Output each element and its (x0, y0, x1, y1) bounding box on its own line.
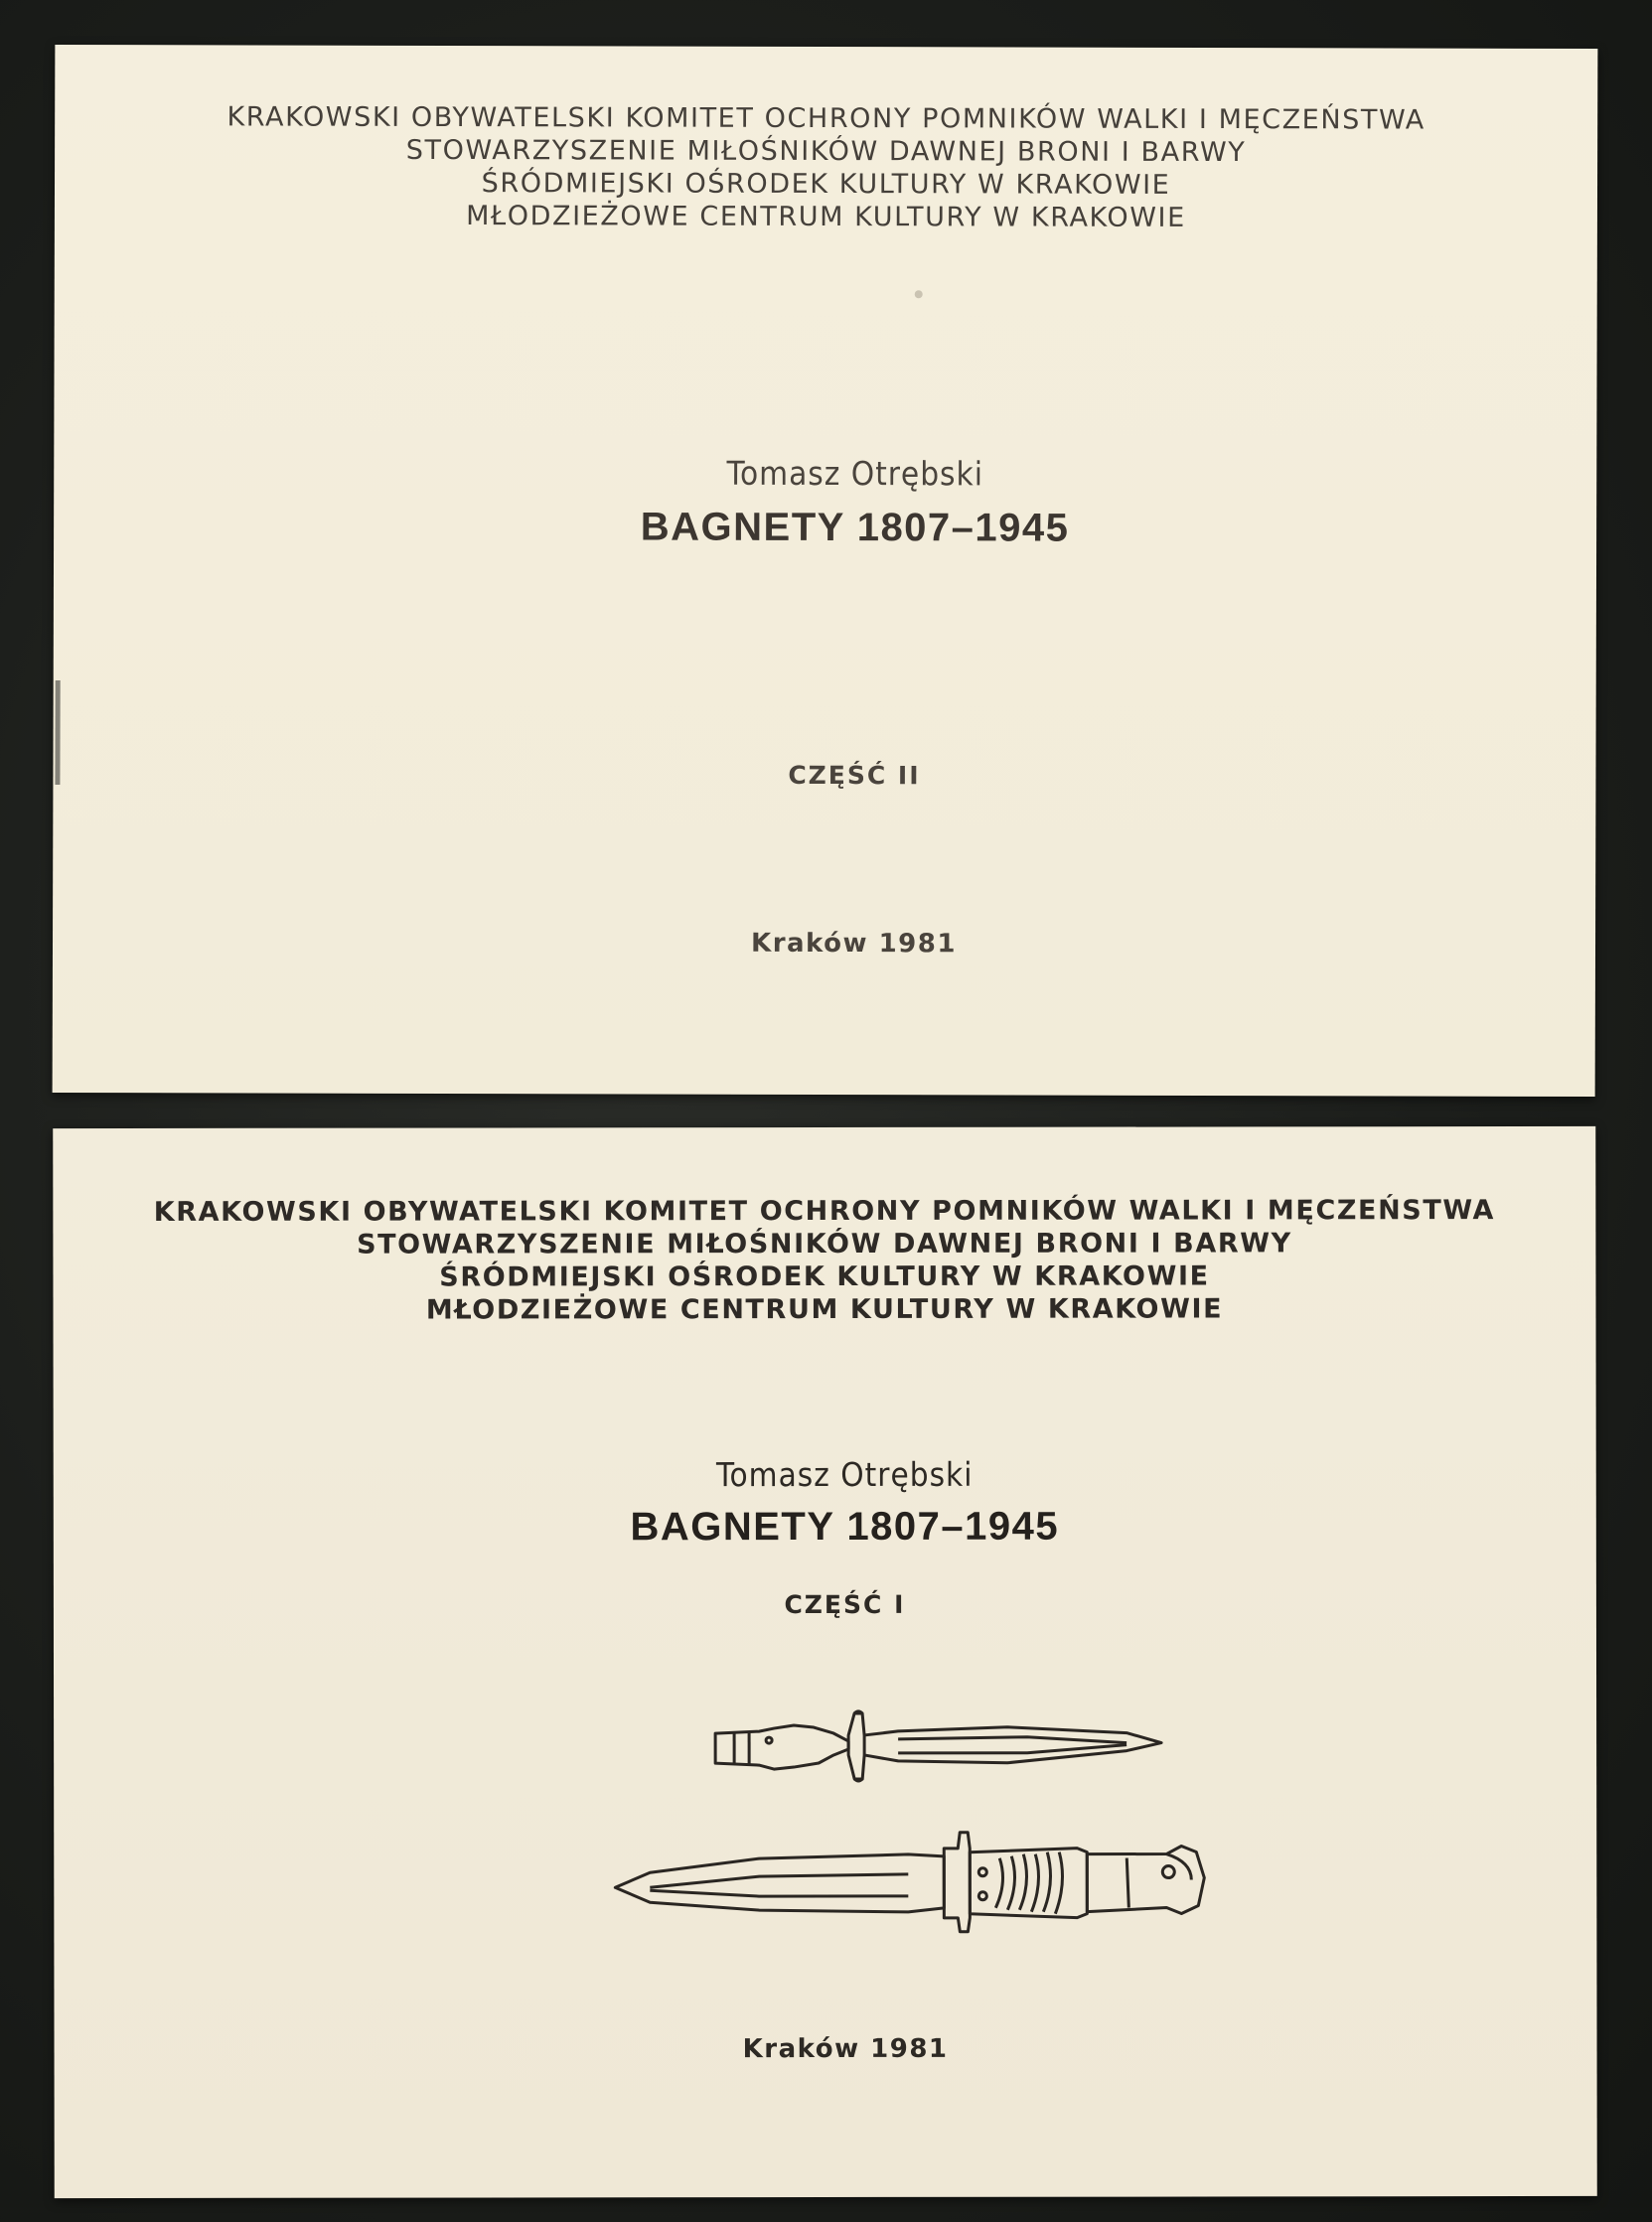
header-line-2: STOWARZYSZENIE MIŁOŚNIKÓW DAWNEJ BRONI I BARWY (405, 134, 1247, 169)
header-line-4: MŁODZIEŻOWE CENTRUM KULTURY W KRAKOWIE (466, 201, 1186, 233)
bayonet-upper (715, 1711, 1161, 1782)
part-label: CZĘŚĆ I (784, 1589, 906, 1620)
author-name: Tomasz Otrębski (726, 453, 984, 494)
bayonet-illustration (610, 1683, 1305, 2001)
author-name: Tomasz Otrębski (715, 1454, 974, 1495)
header-line-3: ŚRÓDMIEJSKI OŚRODEK KULTURY W KRAKOWIE (439, 1260, 1210, 1293)
part-label: CZĘŚĆ II (788, 760, 921, 791)
header-line-3: ŚRÓDMIEJSKI OŚRODEK KULTURY W KRAKOWIE (481, 168, 1171, 201)
bayonet-lower (615, 1832, 1204, 1932)
header-line-1: KRAKOWSKI OBYWATELSKI KOMITET OCHRONY POMNIKÓW WALKI I MĘCZEŃSTWA (153, 1195, 1496, 1228)
header-line-1: KRAKOWSKI OBYWATELSKI KOMITET OCHRONY POMNIKÓW WALKI I MĘCZEŃSTWA (226, 101, 1426, 136)
header-line-2: STOWARZYSZENIE MIŁOŚNIKÓW DAWNEJ BRONI I BARWY (357, 1228, 1292, 1260)
booklet-part-2-cover (53, 45, 1598, 1097)
header-line-4: MŁODZIEŻOWE CENTRUM KULTURY W KRAKOWIE (425, 1293, 1224, 1326)
place-year: Kraków 1981 (751, 928, 958, 960)
book-title: BAGNETY 1807–1945 (640, 505, 1070, 550)
place-year: Kraków 1981 (742, 2033, 949, 2065)
booklet-part-1-cover (53, 1126, 1597, 2198)
staple-marks (55, 680, 60, 785)
publisher-header (55, 100, 1597, 235)
paper-speck (915, 290, 923, 298)
publisher-header (53, 1194, 1595, 1327)
book-title: BAGNETY 1807–1945 (630, 1504, 1060, 1550)
